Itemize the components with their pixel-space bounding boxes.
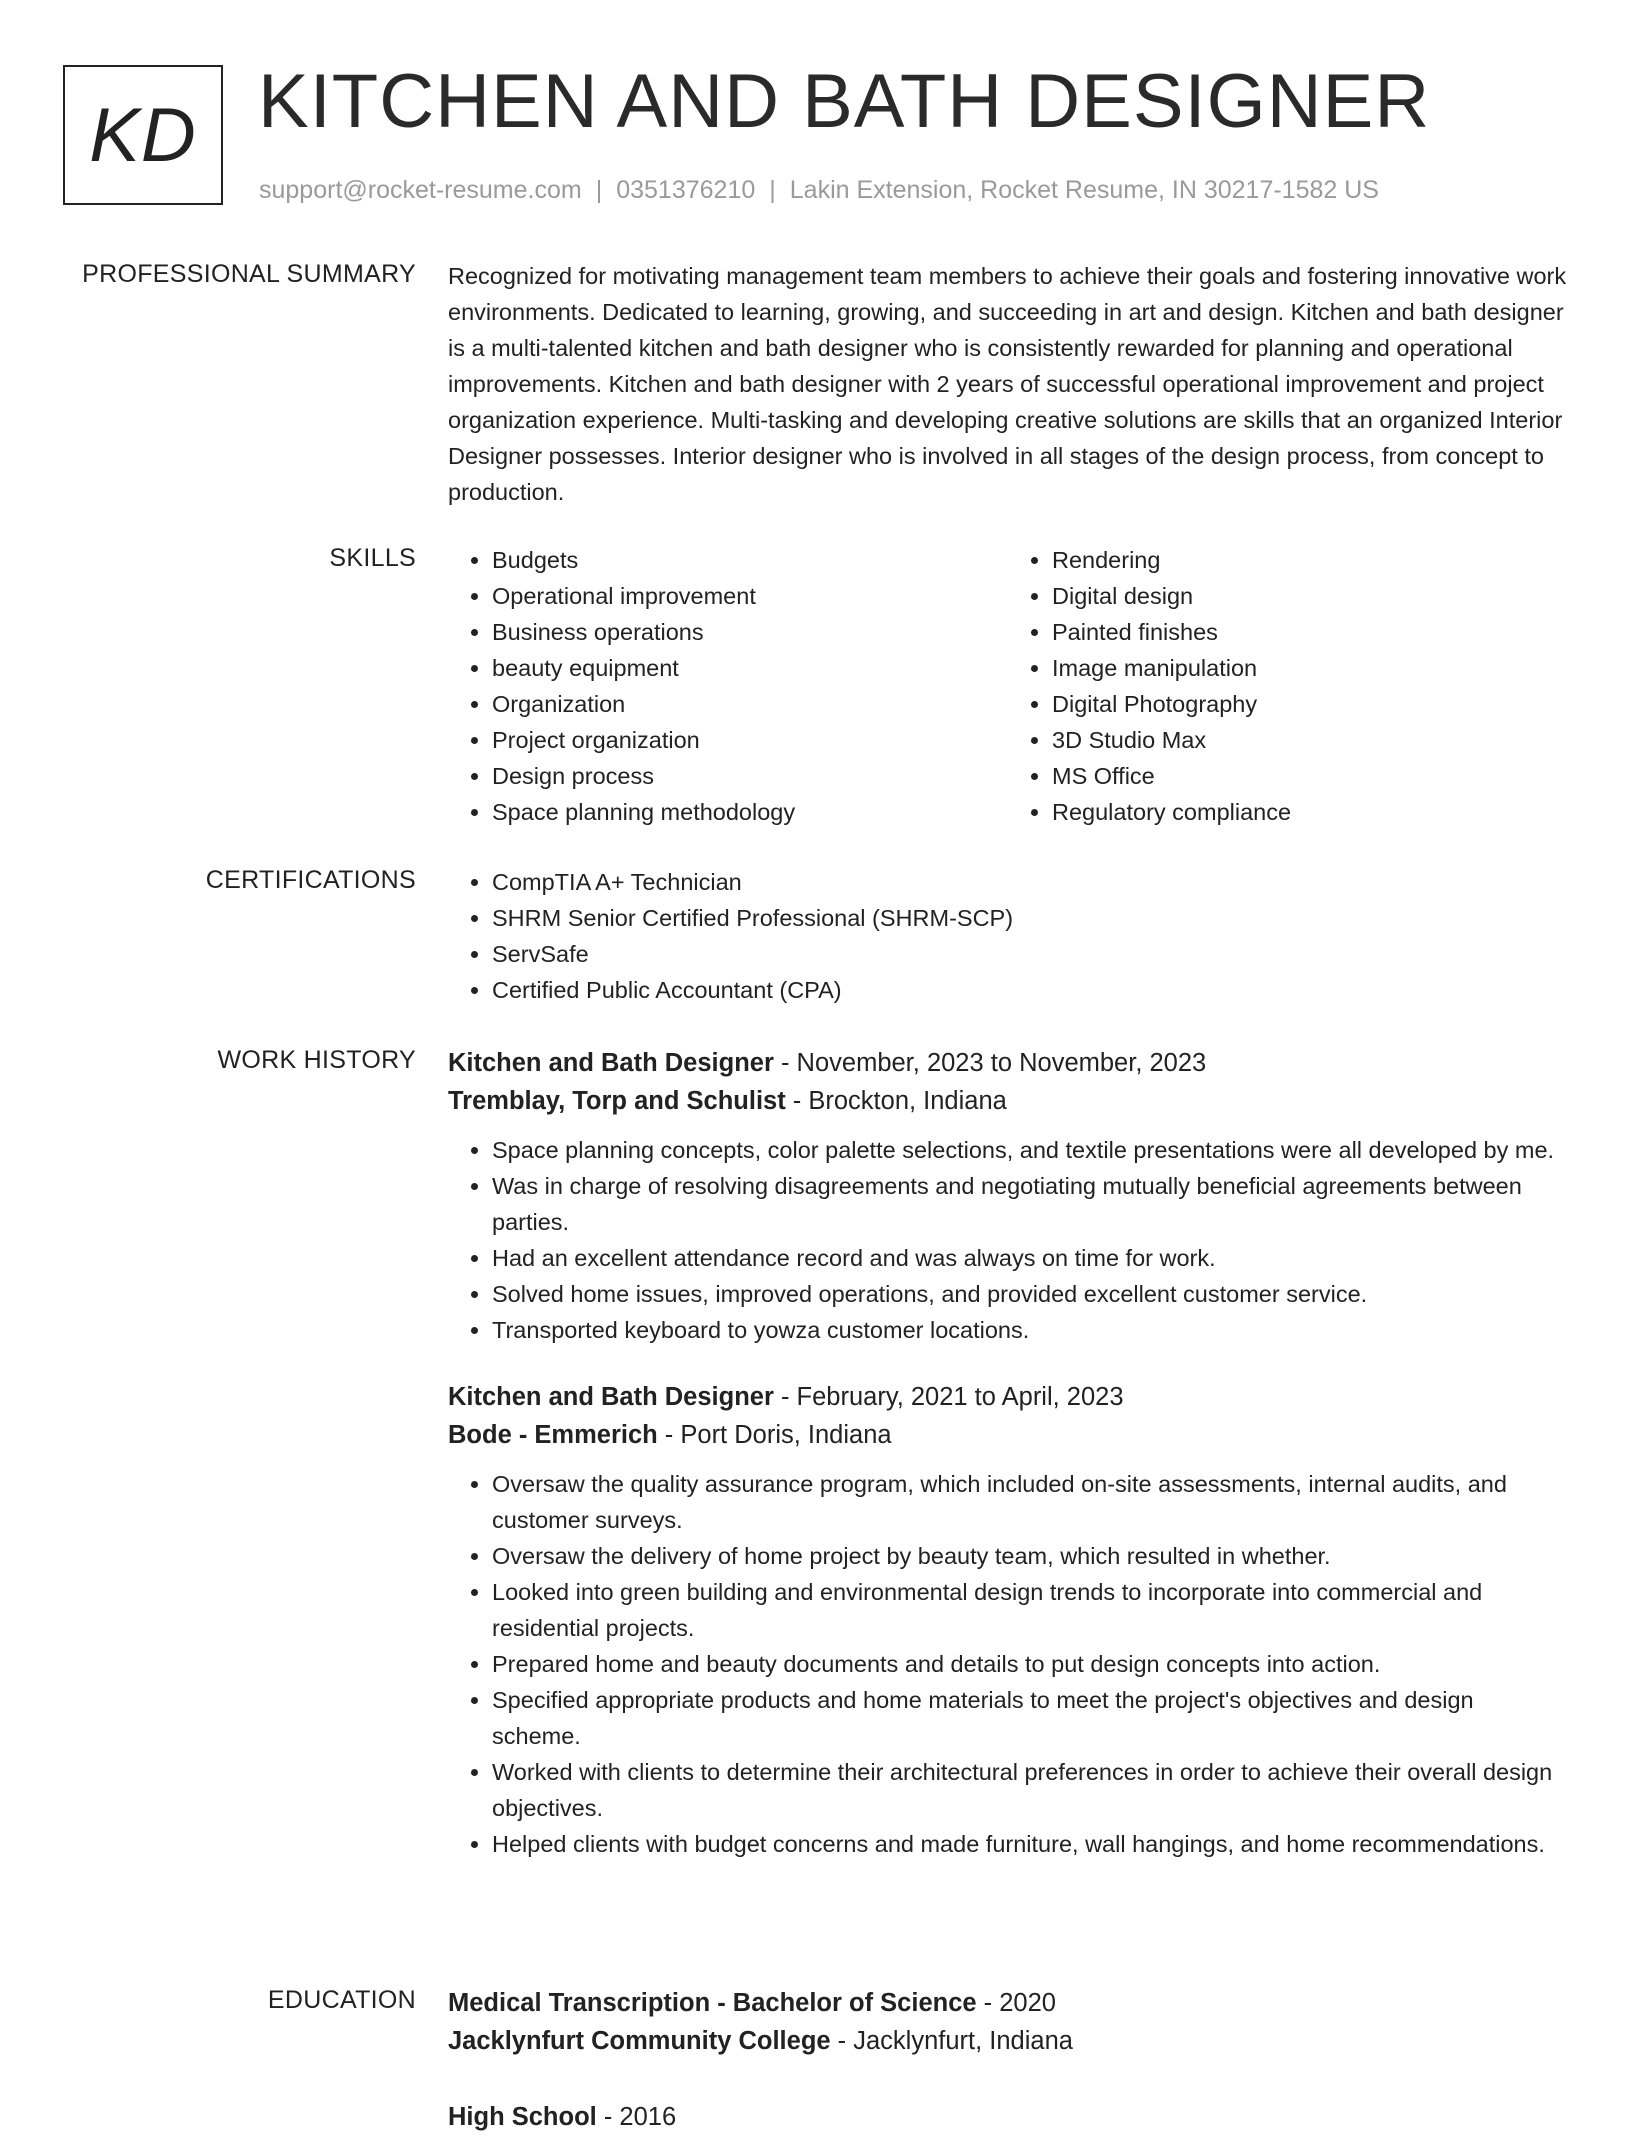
job-bullet: • Worked with clients to determine their architectural preferences in order to achieve their overall design objectives.: [492, 1754, 1568, 1826]
job-location: - Brockton, Indiana: [785, 1087, 1007, 1115]
skill-item: • Image manipulation: [1052, 650, 1568, 686]
skill-item: • Budgets: [492, 542, 1008, 578]
summary-heading: PROFESSIONAL SUMMARY: [82, 260, 416, 288]
education-degree: High School: [448, 2103, 597, 2131]
skill-item: • Painted finishes: [1052, 614, 1568, 650]
monogram-initials: KD: [89, 92, 197, 178]
skill-item: • Digital Photography: [1052, 686, 1568, 722]
certification-item: • ServSafe: [492, 936, 1568, 972]
job-company-line: [448, 1416, 1568, 1454]
education-degree: Medical Transcription - Bachelor of Science: [448, 1989, 977, 2017]
job-bullet: • Space planning concepts, color palette selections, and textile presentations were all developed by me.: [492, 1132, 1568, 1168]
job-bullet: • Solved home issues, improved operations, and provided excellent customer service.: [492, 1276, 1568, 1312]
skills-heading: SKILLS: [329, 544, 416, 572]
certification-item: • Certified Public Accountant (CPA): [492, 972, 1568, 1008]
education-degree-line: [448, 1984, 1568, 2022]
job-bullet: • Oversaw the delivery of home project by beauty team, which resulted in whether.: [492, 1538, 1568, 1574]
education-entry: [448, 1984, 1568, 2060]
skill-item: • 3D Studio Max: [1052, 722, 1568, 758]
certifications-heading: CERTIFICATIONS: [205, 866, 416, 894]
certifications-list: [448, 864, 1568, 1008]
contact-address: Lakin Extension, Rocket Resume, IN 30217-1582 US: [789, 176, 1379, 204]
skills-list-right: [1008, 542, 1568, 830]
education-location: - Jacklynfurt, Indiana: [830, 2027, 1073, 2055]
contact-line: [259, 175, 1379, 205]
skill-item: • Space planning methodology: [492, 794, 1008, 830]
job-bullet: • Had an excellent attendance record and was always on time for work.: [492, 1240, 1568, 1276]
education-year: - 2020: [976, 1989, 1056, 2017]
skill-item: • MS Office: [1052, 758, 1568, 794]
skill-item: • Regulatory compliance: [1052, 794, 1568, 830]
work-history-body: [448, 1044, 1568, 1862]
job-dates: - February, 2021 to April, 2023: [773, 1383, 1124, 1411]
job-bullet: • Transported keyboard to yowza customer locations.: [492, 1312, 1568, 1348]
contact-separator: |: [595, 176, 603, 204]
job-company: Tremblay, Torp and Schulist: [448, 1087, 786, 1115]
contact-email[interactable]: support@rocket-resume.com: [259, 176, 582, 204]
skill-item: • Business operations: [492, 614, 1008, 650]
job-bullets: [448, 1132, 1568, 1348]
summary-text: Recognized for motivating management team members to achieve their goals and fostering innovative work environments. Dedicated to learning, growing, and succeeding in art and design. Kitchen and bath designer is a multi-talented kitchen and bath designer who is consistently rewarded for planning and operational improvements. Kitchen and bath designer with 2 years of successful operational improvement and project organization experience. Multi-tasking and developing creative solutions are skills that an organized Interior Designer possesses. Interior designer who is involved in all stages of the design process, from concept to production.: [448, 263, 1567, 505]
education-heading: EDUCATION: [267, 1986, 416, 2014]
education-school: Jacklynfurt Community College: [448, 2027, 831, 2055]
job-title-line: [448, 1044, 1568, 1082]
skill-item: • beauty equipment: [492, 650, 1008, 686]
certification-item: • SHRM Senior Certified Professional (SHRM-SCP): [492, 900, 1568, 936]
skill-item: • Operational improvement: [492, 578, 1008, 614]
job-dates: - November, 2023 to November, 2023: [773, 1049, 1207, 1077]
resume-title: KITCHEN AND BATH DESIGNER: [258, 59, 1431, 144]
job-bullets: [448, 1466, 1568, 1862]
education-degree-line: [448, 2098, 1568, 2136]
skill-item: • Rendering: [1052, 542, 1568, 578]
education-school-line: [448, 2022, 1568, 2060]
skill-item: • Design process: [492, 758, 1008, 794]
skills-grid: [448, 542, 1568, 830]
job-entry: [448, 1378, 1568, 1862]
skill-item: • Project organization: [492, 722, 1008, 758]
job-company: Bode - Emmerich: [448, 1421, 658, 1449]
job-title-line: [448, 1378, 1568, 1416]
certification-item: • CompTIA A+ Technician: [492, 864, 1568, 900]
job-bullet: • Prepared home and beauty documents and details to put design concepts into action.: [492, 1646, 1568, 1682]
job-bullet: • Helped clients with budget concerns and made furniture, wall hangings, and home recommendations.: [492, 1826, 1568, 1862]
education-body: [448, 1984, 1568, 2136]
skill-item: • Organization: [492, 686, 1008, 722]
job-bullet: • Oversaw the quality assurance program, which included on-site assessments, internal audits, and customer surveys.: [492, 1466, 1568, 1538]
job-title: Kitchen and Bath Designer: [448, 1049, 774, 1077]
work-history-heading: WORK HISTORY: [217, 1046, 416, 1074]
job-entry: [448, 1044, 1568, 1348]
education-year: - 2016: [596, 2103, 677, 2131]
contact-phone[interactable]: 0351376210: [616, 176, 756, 204]
certifications-body: [448, 864, 1568, 1008]
job-company-line: [448, 1082, 1568, 1120]
job-bullet: • Looked into green building and environmental design trends to incorporate into commercial and residential projects.: [492, 1574, 1568, 1646]
job-location: - Port Doris, Indiana: [657, 1421, 892, 1449]
job-bullet: • Specified appropriate products and home materials to meet the project's objectives and design scheme.: [492, 1682, 1568, 1754]
monogram-badge: [63, 65, 223, 205]
skills-list-left: [448, 542, 1008, 830]
job-title: Kitchen and Bath Designer: [448, 1383, 774, 1411]
job-bullet: • Was in charge of resolving disagreements and negotiating mutually beneficial agreements between parties.: [492, 1168, 1568, 1240]
education-entry: [448, 2098, 1568, 2136]
contact-separator: |: [769, 176, 776, 204]
skill-item: • Digital design: [1052, 578, 1568, 614]
